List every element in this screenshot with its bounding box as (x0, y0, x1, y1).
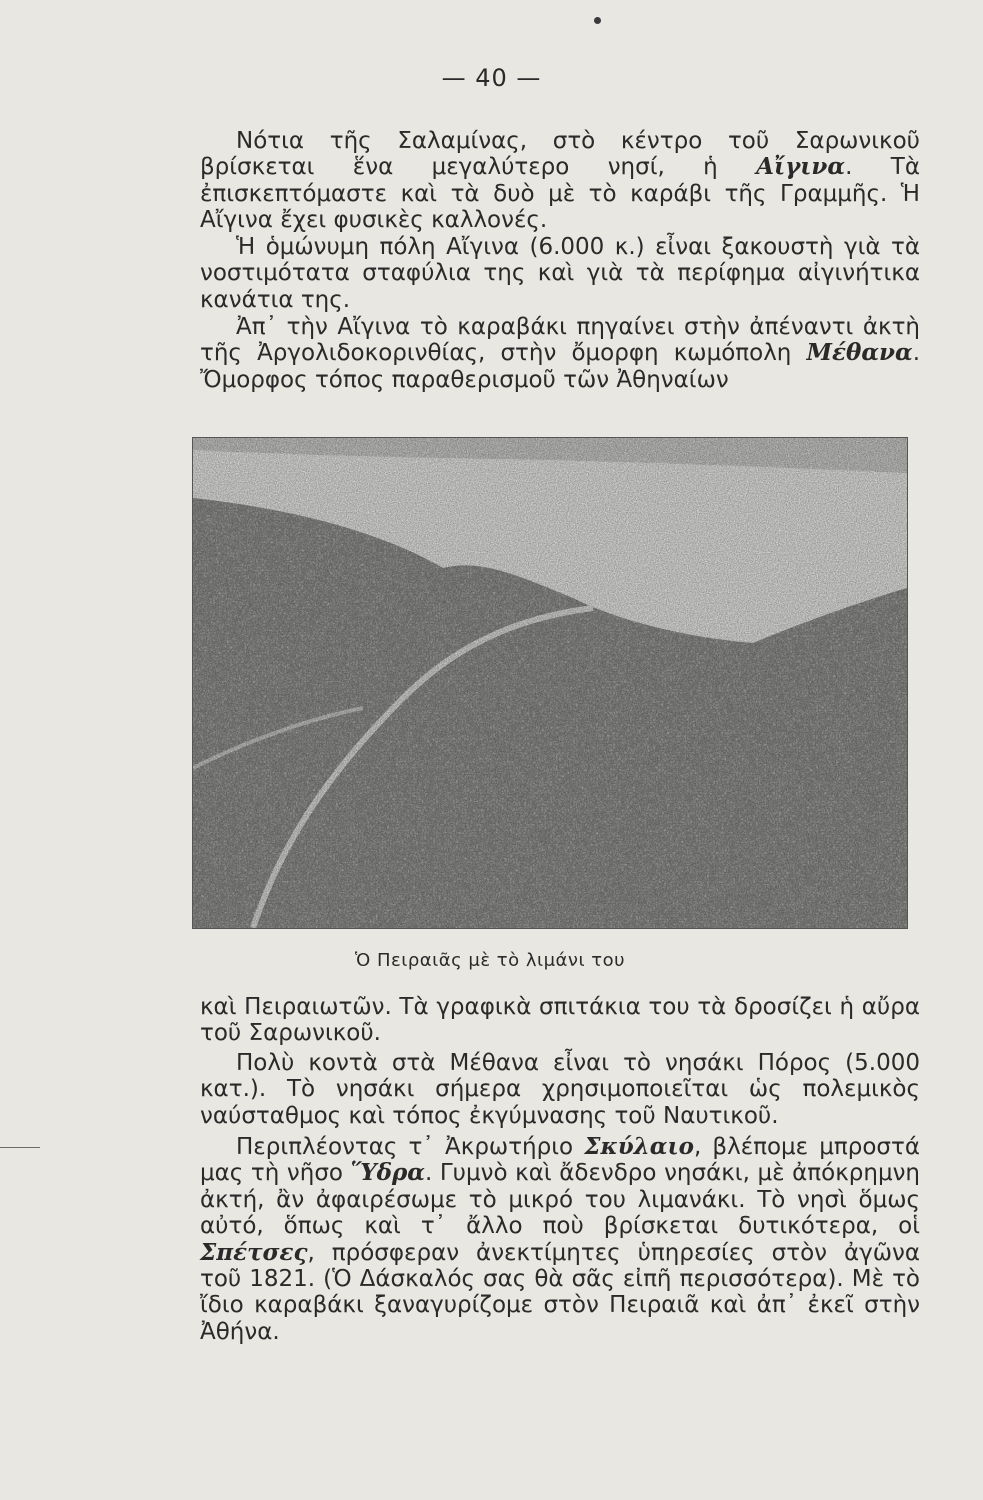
paragraph-methana-text: Ἀπ᾽ τὴν Αἴγινα τὸ καραβάκι πηγαίνει στὴν ἀπέναντι ἀκτὴ τῆς Ἀργολιδοκορινθίας, στὴν ὄμορφη κωμόπολη (200, 314, 920, 367)
paragraph-methana (200, 314, 920, 393)
margin-mark (0, 1147, 40, 1148)
page-number: — 40 — (441, 64, 542, 92)
paragraph-piraeus-residents (200, 994, 920, 1047)
paragraph-aegina (200, 128, 920, 234)
paragraph-piraeus-residents-text: καὶ Πειραιωτῶν. Τὰ γραφικὰ σπιτάκια του τὰ δροσίζει ἡ αὔρα τοῦ Σαρωνικοῦ. (200, 994, 920, 1047)
place-name-hydra: Ὕδρα (350, 1159, 425, 1187)
ink-dot (594, 17, 601, 24)
paragraph-hydra-text-2: , βλέπομε μπροστά μας τὴ νῆσο (200, 1134, 920, 1187)
piraeus-harbour-photo (192, 437, 908, 929)
photo-caption: Ὁ Πειραιᾶς μὲ τὸ λιμάνι του (355, 950, 626, 971)
paragraph-hydra-text-4: , πρόσφεραν ἀνεκτίμητες ὑπηρεσίες στὸν ἀγῶνα τοῦ 1821. (Ὁ Δάσκαλός σας θὰ σᾶς εἰπῆ περισσότερα). Μὲ τὸ ἴδιο καραβάκι ξαναγυρίζομε στὸν Πειραιᾶ καὶ ἀπ᾽ ἐκεῖ στὴν Ἀθήνα. (200, 1239, 920, 1345)
place-name-spetses: Σπέτσες (200, 1238, 308, 1266)
place-name-skyllaio: Σκύλαιο (584, 1133, 694, 1160)
paragraph-aegina-text: Νότια τῆς Σαλαμίνας, στὸ κέντρο τοῦ Σαρωνικοῦ βρίσκεται ἕνα μεγαλύτερο νησί, ἡ (200, 128, 920, 181)
paragraph-hydra-spetses (200, 1134, 920, 1345)
paragraph-methana-text-end: . Ὄμορφος τόπος παραθερισμοῦ τῶν Ἀθηναίων (200, 340, 920, 393)
paragraph-poros-text: Πολὺ κοντὰ στὰ Μέθανα εἶναι τὸ νησάκι Πόρος (5.000 κατ.). Τὸ νησάκι σήμερα χρησιμοποιεῖται ὡς πολεμικὸς ναύσταθμος καὶ τόπος ἐκγύμνασης τοῦ Ναυτικοῦ. (200, 1050, 920, 1129)
paragraph-aegina-town (200, 234, 920, 313)
paragraph-hydra-text-3: . Γυμνὸ καὶ ἄδενδρο νησάκι, μὲ ἀπόκρημνη ἀκτή, ἂν ἀφαιρέσωμε τὸ μικρό του λιμανάκι. Τὸ νησὶ ὅμως αὐτό, ὅπως καὶ τ᾽ ἄλλο ποὺ βρίσκεται δυτικότερα, οἱ (200, 1160, 921, 1240)
photo-texture-dark (193, 438, 907, 928)
paragraph-hydra-text: Περιπλέοντας τ᾽ Ἀκρωτήριο (236, 1134, 585, 1160)
paragraph-aegina-town-text: Ἡ ὁμώνυμη πόλη Αἴγινα (6.000 κ.) εἶναι ξακουστὴ γιὰ τὰ νοστιμότατα σταφύλια της καὶ γιὰ τὰ περίφημα αἰγινήτικα κανάτια της. (200, 234, 920, 313)
paragraph-aegina-text-end: . Τὰ ἐπισκεπτόμαστε καὶ τὰ δυὸ μὲ τὸ καράβι τῆς Γραμμῆς. Ἡ Αἴγινα ἔχει φυσικὲς καλλονές. (200, 154, 920, 234)
paragraph-poros (200, 1050, 920, 1129)
place-name-methana: Μέθανα (806, 339, 913, 367)
place-name-aegina: Αἴγινα (756, 153, 846, 181)
